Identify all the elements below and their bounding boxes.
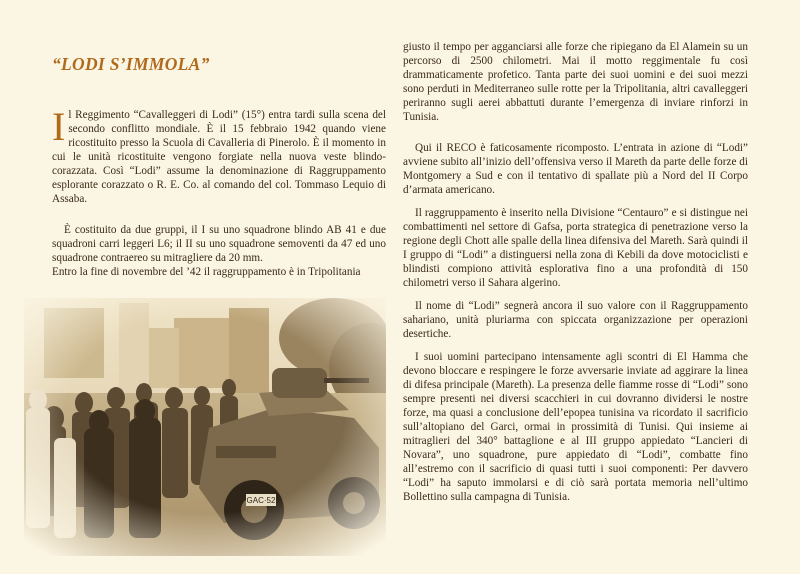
paragraph-sahariano: Il nome di “Lodi” segnerà ancora il suo valore con il Raggruppamento sahariano, unità pluriarma con spiccata organizzazione per operazioni desertiche. — [403, 300, 748, 340]
paragraph-intro — [52, 104, 386, 206]
intro-text: l Reggimento “Cavalleggeri di Lodi” (15°) entra tardi sulla scena del secondo conflitto mondiale. È il 15 febbraio 1942 quando viene ricostituito presso la Scuola di Cavalleria di Pinerolo. È il momento in cui le unità ricostituite vengono forgiate nella nuova veste blindo-corazzata. Così “Lodi” assume la denominazione di Raggruppamento esplorante corazzato o R. E. Co. al comando del col. Tommaso Lequio di Assaba. — [52, 109, 386, 205]
right-column — [403, 40, 748, 504]
historic-photo — [24, 298, 386, 556]
paragraph-tripolitania: Entro la fine di novembre del ’42 il raggruppamento è in Tripolitania — [52, 266, 361, 278]
paragraph-centauro: Il raggruppamento è inserito nella Divisione “Centauro” e si distingue nei combattimenti nel settore di Gafsa, porta strategica di penetrazione verso la regione degli Chott alle spalle della linea difensiva del Mareth. Sarà quindi il I gruppo di “Lodi” a distinguersi nella zona di Kebili da dove motociclisti e blindisti compiono attività esplorativa fino a una profondità di 150 chilometri verso il Sahara algerino. — [403, 207, 748, 289]
page-title: “LODI S’IMMOLA” — [52, 54, 210, 74]
paragraph-reco: Qui il RECO è faticosamente ricomposto. L’entrata in azione di “Lodi” avviene subito all’inizio dell’offensiva verso il Mareth da parte delle forze di Montgomery a Sud e con il tentativo di spallate più a Nord del II Corpo d’armata americano. — [403, 142, 748, 196]
drop-cap: I — [52, 104, 66, 149]
paragraph-el-hamma: I suoi uomini partecipano intensamente agli scontri di El Hamma che devono bloccare e respingere le forze avversarie inviate ad aggirare la linea di difesa principale (Mareth). La presenza delle fiamme rosse di “Lodi” sono sempre presenti nei diversi scacchieri in cui dovranno dividersi le nostre forze, ma quasi a conclusione dell’epopea tunisina va ricordato il sacrificio sull’altopiano del Garci, ormai in prossimità di Tunisi. Qui insieme ai mitraglieri del 340° battaglione e al III gruppo appiedato “Lancieri di Novara”, uno squadrone, pure appiedato di “Lodi”, combatte fino all’estremo con il sacrificio di quasi tutti i suoi componenti: Per davvero “Lodi” ha saputo immolarsi e di ciò sarà portata memoria nell’ultimo Bollettino sulla campagna di Tunisia. — [403, 351, 748, 503]
paragraph-el-alamein: giusto il tempo per agganciarsi alle forze che ripiegano da El Alamein su un percorso di 2500 chilometri. Mai il motto reggimentale fu così drammaticamente profetico. Tanta parte dei suoi uomini e dei suoi mezzi sono perduti in Mediterraneo sulle rotte per la Tripolitania, altri cavalleggeri periranno sugli aerei abbattuti durante l’emergenza di inviare rinforzi in Tunisia. — [403, 41, 748, 123]
left-column — [52, 104, 386, 279]
paragraph-groups: È costituito da due gruppi, il I su uno squadrone blindo AB 41 e due squadroni carri leggeri L6; il II su uno squadrone semoventi da 47 ed uno squadrone contraereo su mitragliere da 20 mm. — [52, 224, 386, 264]
armored-car-photo — [24, 298, 386, 556]
